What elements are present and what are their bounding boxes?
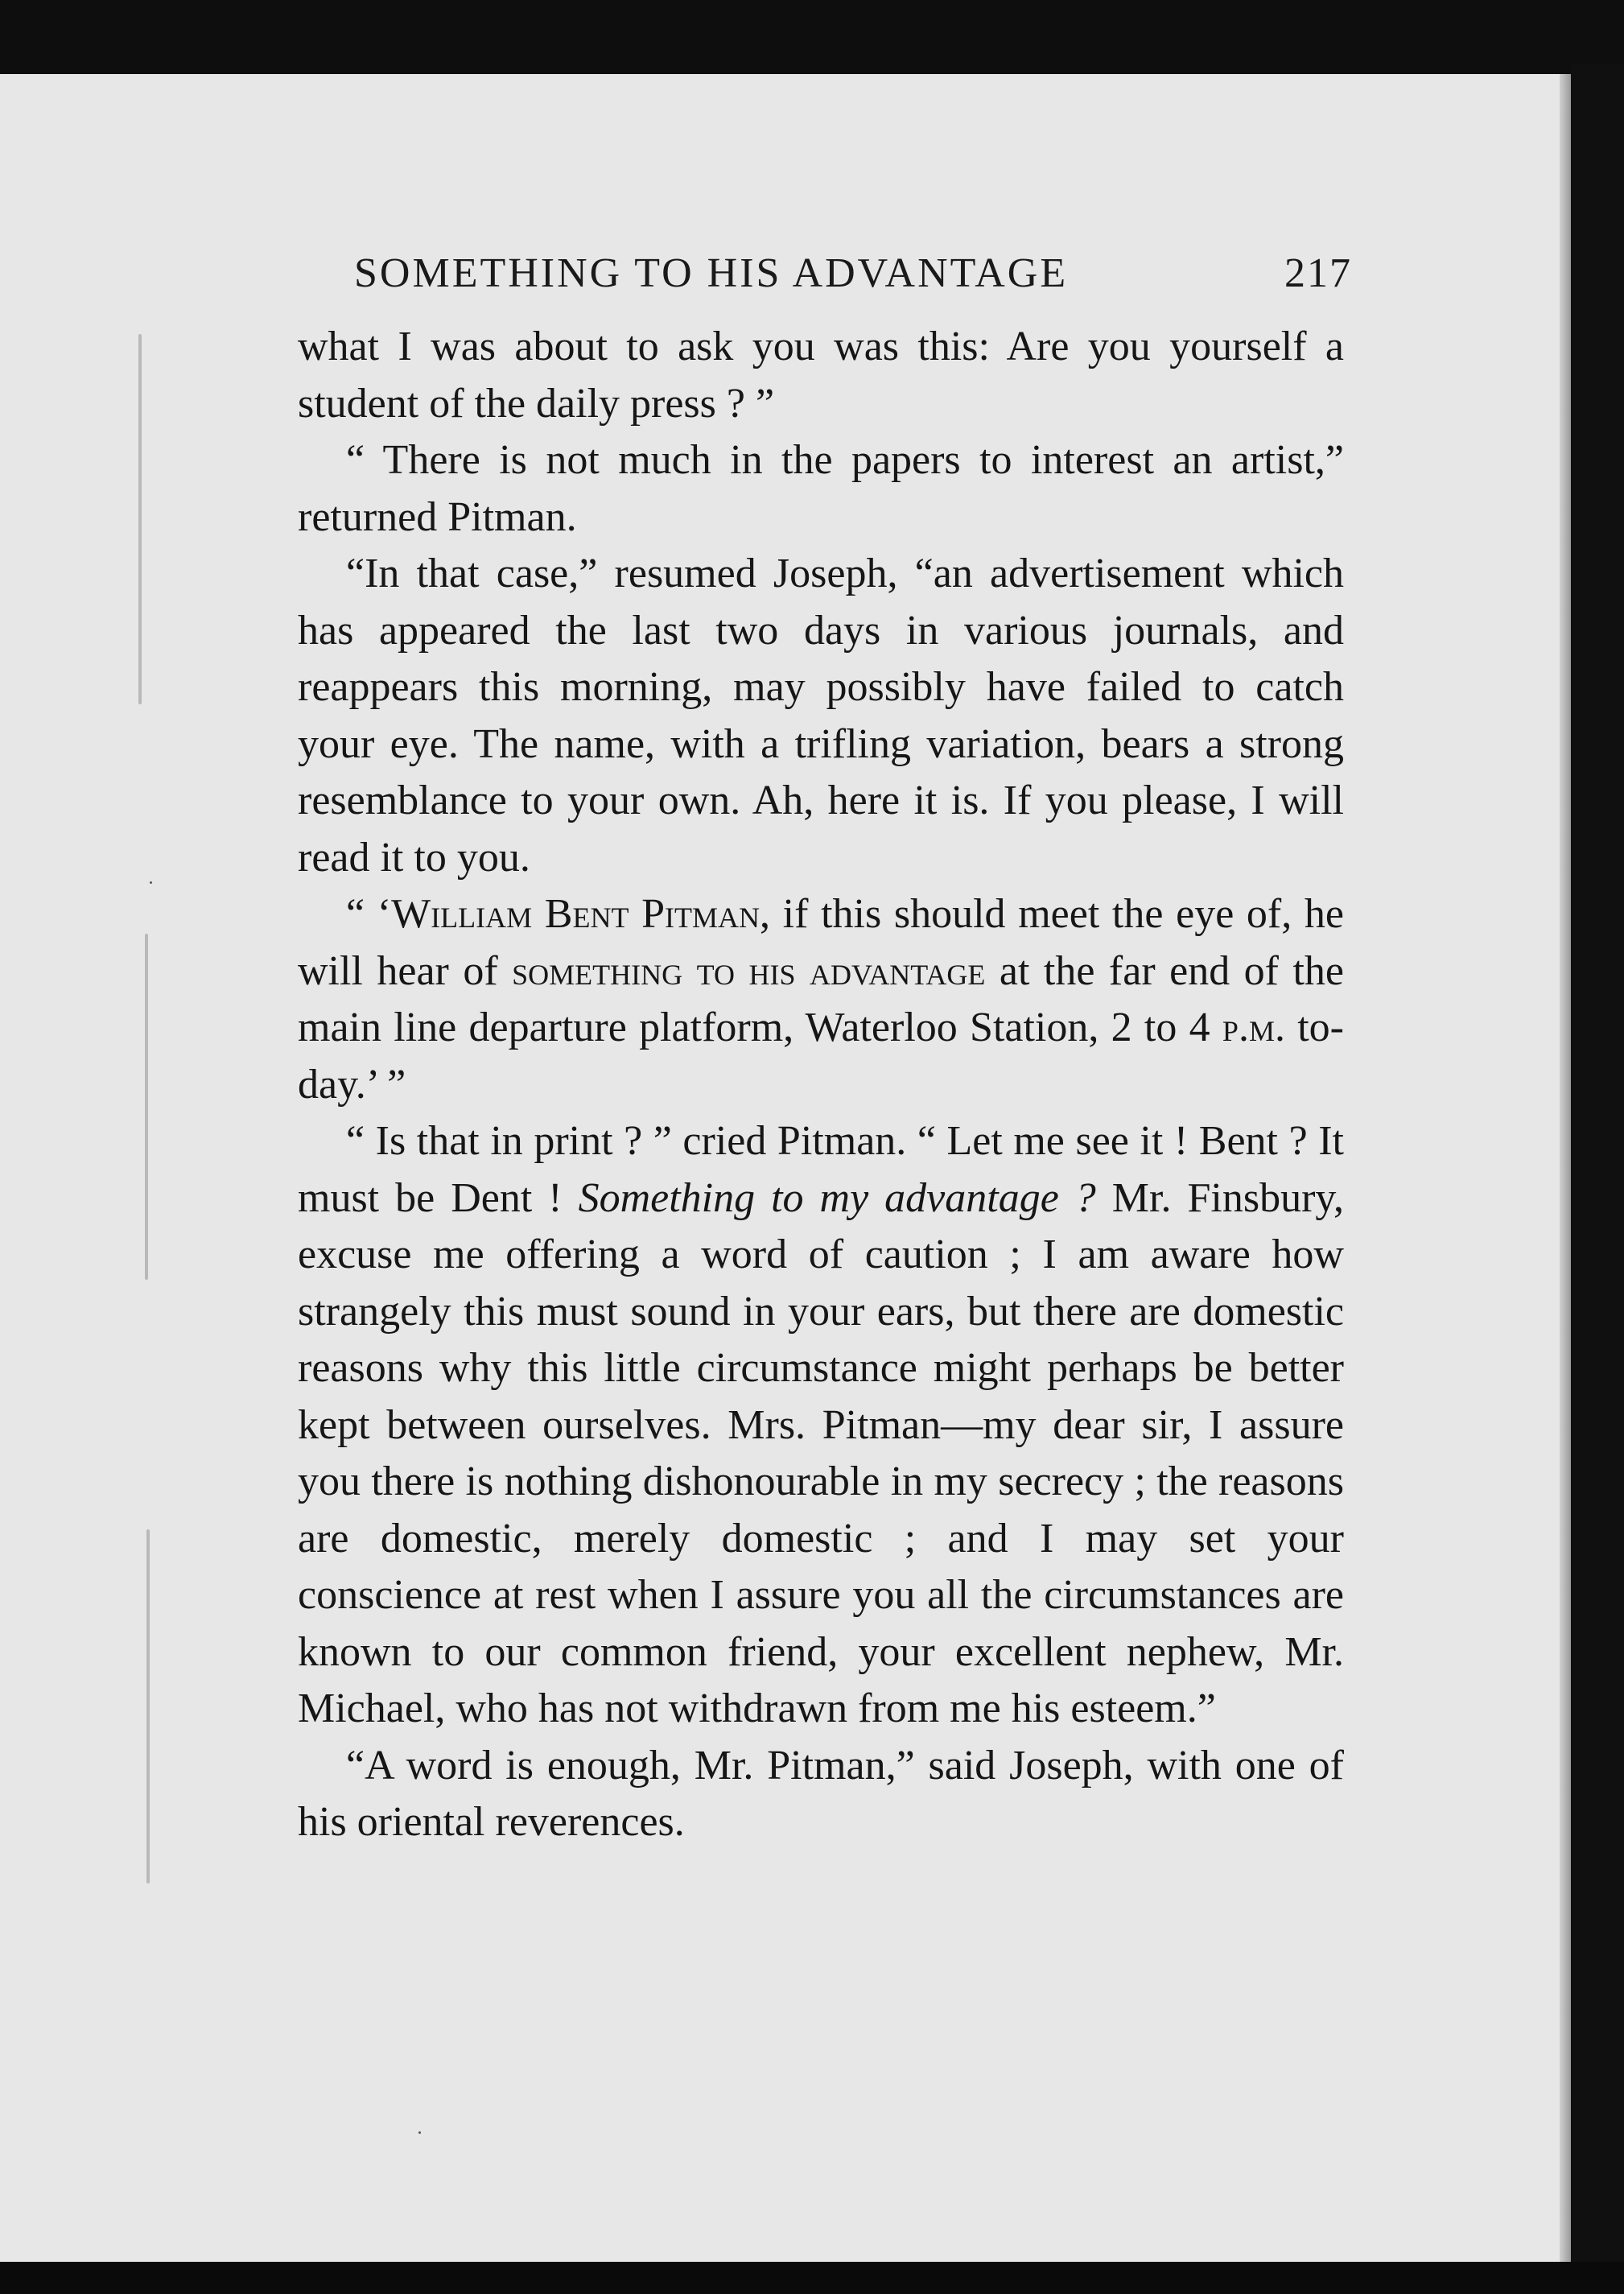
text-run: at the far end of the main line departure platform, Waterloo Station, 2 to 4	[298, 947, 1345, 1050]
running-head	[354, 241, 1352, 306]
text-run: , if this should meet the eye of, he will hear of	[298, 891, 1344, 994]
text-run: “ Is that in print ? ” cried Pitman. “ Let me see it ! Bent ? It must be Dent !	[298, 1118, 1344, 1221]
page-edge-shadow	[1560, 74, 1571, 2262]
scan-speck	[418, 2131, 421, 2134]
gutter-mark	[138, 334, 142, 704]
gutter-mark	[146, 1529, 150, 1883]
paragraph: “A word is enough, Mr. Pitman,” said Joseph, with one of his oriental reverences.	[298, 1742, 1344, 1845]
scan-top-border	[0, 0, 1624, 74]
body-text	[298, 319, 1344, 1851]
advertised-name: William Bent Pitman	[391, 891, 760, 937]
paragraph: “ There is not much in the papers to interest an artist,” returned Pitman.	[298, 437, 1344, 540]
scan-speck	[150, 881, 152, 884]
text-run: Mr. Finsbury, excuse me offering a word of caution ; I am aware how strangely this must sound in your ears, but there are domestic reasons why this little circumstance might perhaps be better kept between ourselves. Mrs. Pitman—my dear sir, I assure you there is nothing dishonourable in my secrecy ; the reasons are domestic, merely domestic ; and I may set your conscience at rest when I assure you all the circumstances are known to our common friend, your excellent nephew, Mr. Michael, who has not withdrawn from me his esteem.”	[298, 1174, 1345, 1731]
page-number: 217	[1284, 250, 1352, 296]
scan-bottom-border	[0, 2262, 1624, 2294]
gutter-mark	[145, 934, 148, 1280]
time-abbrev: p.m.	[1222, 1005, 1285, 1050]
paragraph	[298, 1113, 1344, 1738]
advertised-phrase: something to his advantage	[512, 947, 986, 994]
running-title: SOMETHING TO HIS ADVANTAGE	[354, 250, 1069, 296]
paragraph: what I was about to ask you was this: Are you yourself a student of the daily press ? ”	[298, 324, 1344, 427]
italic-phrase: Something to my advantage ?	[578, 1174, 1096, 1221]
text-run: to-day.’ ”	[298, 1005, 1344, 1108]
quote-open: “ ‘	[346, 891, 392, 937]
advertisement-paragraph	[298, 886, 1344, 1113]
paragraph: “In that case,” resumed Joseph, “an advertisement which has appeared the last two days in various journals, and reappears this morning, may possibly have failed to catch your eye. The name, with a trifling variation, bears a strong resemblance to your own. Ah, here it is. If you please, I will read it to you.	[298, 551, 1344, 881]
scan-right-border	[1571, 64, 1624, 2270]
